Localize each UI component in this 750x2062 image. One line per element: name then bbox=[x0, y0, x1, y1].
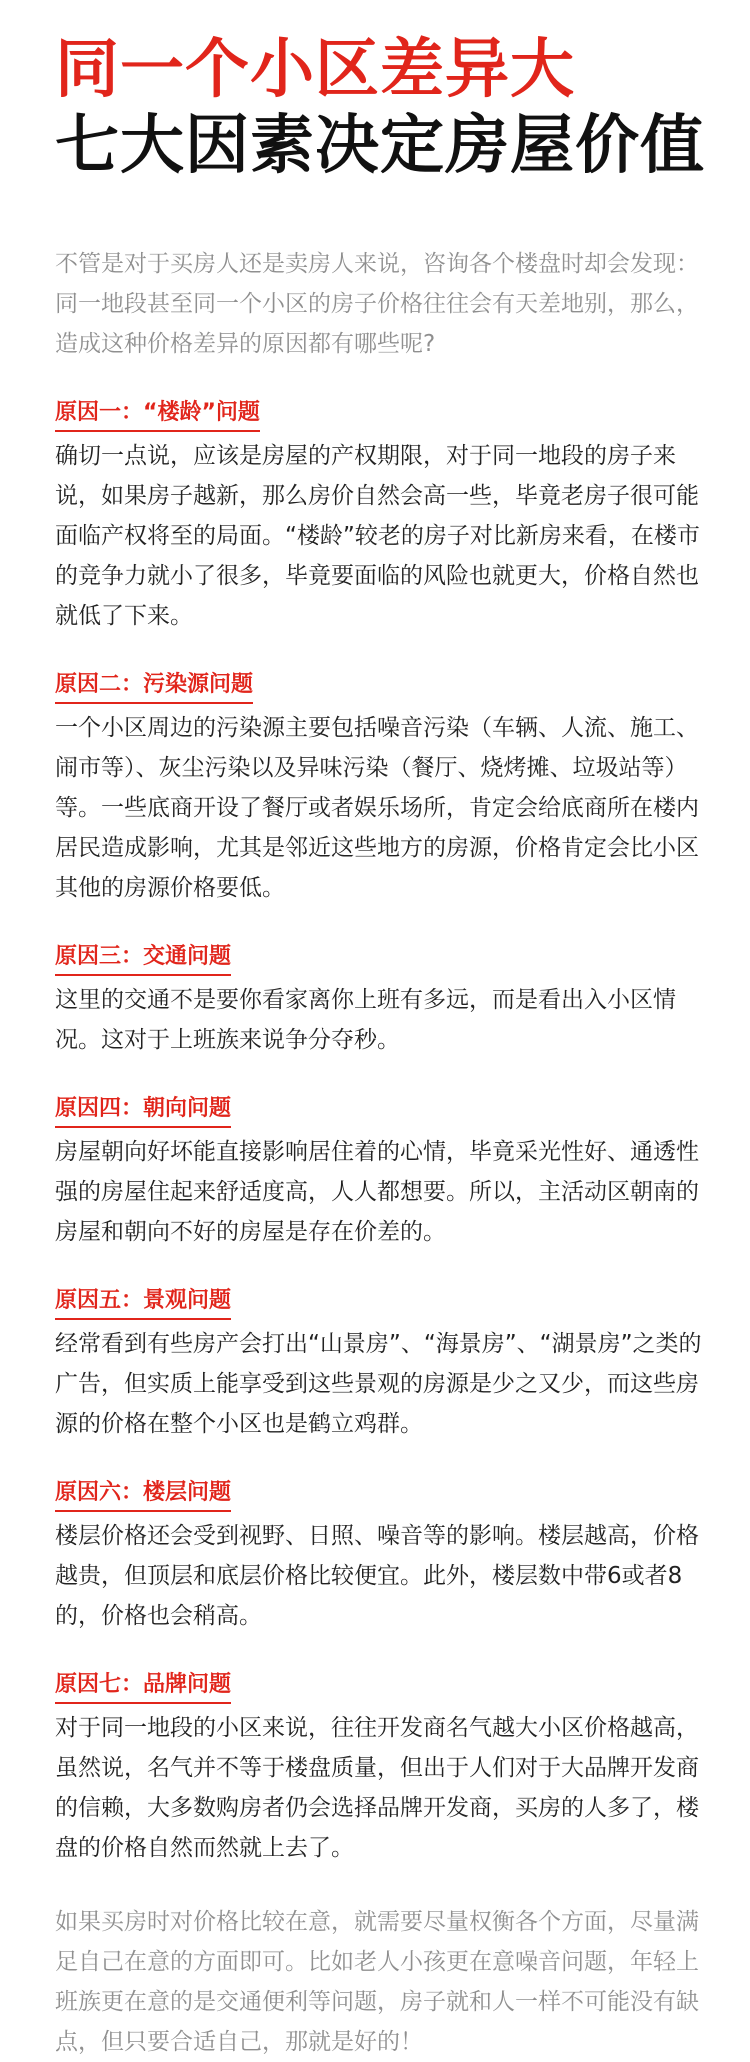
title-line-1: 同一个小区差异大 bbox=[55, 33, 575, 107]
section-body: 一个小区周边的污染源主要包括噪音污染（车辆、人流、施工、闹市等）、灰尘污染以及异味污染（餐厅、烧烤摊、垃圾站等）等。一些底商开设了餐厅或者娱乐场所，肯定会给底商所在楼内居民造成影响，尤其是邻近这些地方的房源，价格肯定会比小区其他的房源价格要低。 bbox=[55, 715, 699, 901]
section-reason-5 bbox=[55, 1286, 710, 1444]
section-reason-2 bbox=[55, 670, 710, 908]
section-body: 对于同一地段的小区来说，往往开发商名气越大小区价格越高，虽然说，名气并不等于楼盘质量，但出于人们对于大品牌开发商的信赖，大多数购房者仍会选择品牌开发商，买房的人多了，楼盘的价格自然而然就上去了。 bbox=[55, 1715, 699, 1861]
section-heading: 原因二：污染源问题 bbox=[55, 670, 253, 704]
section-body: 确切一点说，应该是房屋的产权期限，对于同一地段的房子来说，如果房子越新，那么房价自然会高一些，毕竟老房子很可能面临产权将至的局面。“楼龄”较老的房子对比新房来看，在楼市的竞争力就小了很多，毕竟要面临的风险也就更大，价格自然也就低了下来。 bbox=[55, 443, 700, 629]
section-heading: 原因三：交通问题 bbox=[55, 942, 231, 976]
section-heading: 原因一：“楼龄”问题 bbox=[55, 398, 260, 432]
section-heading: 原因七：品牌问题 bbox=[55, 1670, 231, 1704]
section-reason-6 bbox=[55, 1478, 710, 1636]
section-body: 楼层价格还会受到视野、日照、噪音等的影响。楼层越高，价格越贵，但顶层和底层价格比较便宜。此外，楼层数中带6或者8的，价格也会稍高。 bbox=[55, 1523, 699, 1629]
section-body: 经常看到有些房产会打出“山景房”、“海景房”、“湖景房”之类的广告，但实质上能享受到这些景观的房源是少之又少，而这些房源的价格在整个小区也是鹤立鸡群。 bbox=[55, 1331, 702, 1437]
section-reason-4 bbox=[55, 1094, 710, 1252]
section-reason-1 bbox=[55, 398, 710, 636]
section-reason-7 bbox=[55, 1670, 710, 1868]
section-heading: 原因四：朝向问题 bbox=[55, 1094, 231, 1128]
conclusion-paragraph: 如果买房时对价格比较在意，就需要尽量权衡各个方面，尽量满足自己在意的方面即可。比如老人小孩更在意噪音问题，年轻上班族更在意的是交通便利等问题，房子就和人一样不可能没有缺点，但只要合适自己，那就是好的！ bbox=[55, 1909, 699, 2055]
section-body: 这里的交通不是要你看家离你上班有多远，而是看出入小区情况。这对于上班族来说争分夺秒。 bbox=[55, 987, 676, 1053]
title-line-2: 七大因素决定房屋价值 bbox=[55, 109, 705, 183]
section-heading: 原因六：楼层问题 bbox=[55, 1478, 231, 1512]
intro-paragraph: 不管是对于买房人还是卖房人来说，咨询各个楼盘时却会发现：同一地段甚至同一个小区的房子价格往往会有天差地别，那么，造成这种价格差异的原因都有哪些呢? bbox=[55, 251, 699, 357]
section-body: 房屋朝向好坏能直接影响居住着的心情，毕竟采光性好、通透性强的房屋住起来舒适度高，人人都想要。所以，主活动区朝南的房屋和朝向不好的房屋是存在价差的。 bbox=[55, 1139, 699, 1245]
section-heading: 原因五：景观问题 bbox=[55, 1286, 231, 1320]
section-reason-3 bbox=[55, 942, 710, 1060]
